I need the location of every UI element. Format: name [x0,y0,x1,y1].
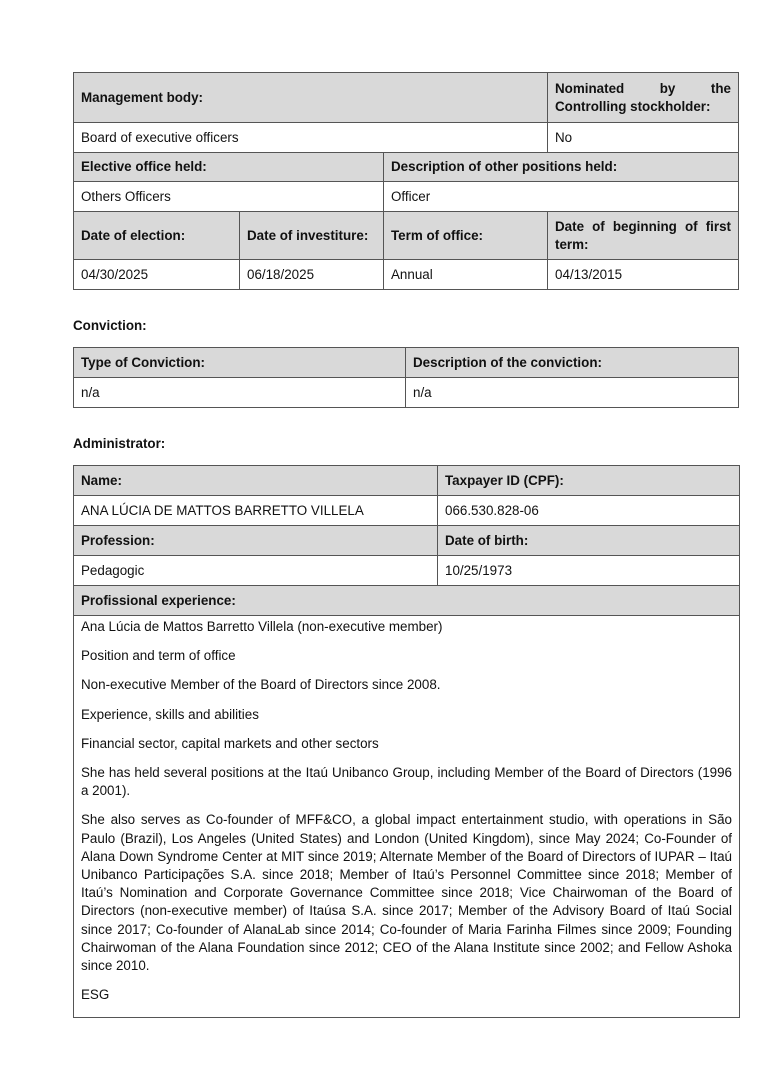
other-positions-value: Officer [384,182,739,212]
experience-paragraph: She has held several positions at the Itaú Unibanco Group, including Member of the Board of Directors (1996 a 2001). [81,765,732,799]
birth-value: 10/25/1973 [438,556,740,586]
administrator-title: Administrator: [73,436,166,451]
experience-paragraph: Position and term of office [81,648,236,664]
date-of-election-value: 04/30/2025 [74,260,240,290]
experience-paragraph: She also serves as Co-founder of MFF&CO, a global impact entertainment studio, with operations in São Paulo (Brazil), Los Angeles (United States) and London (United Kingdom), since May 2024; Co-Founder of Alana Down Syndrome Center at MIT since 2019; Alternate Member of the Board of Directors of IUPAR – Itaú Unibanco Participações S.A. since 2018; Member of Itaú’s Personnel Committee since 2018; Member of Itaú’s Nomination and Corporate Governance Committee since 2018; Vice Chairwoman of the Board of Directors (non-executive member) of Itaúsa S.A. since 2017; Member of the Advisory Board of Itaú Social since 2017; Co-founder of AlanaLab since 2014; Co-founder of Maria Farinha Filmes since 2009; Founding Chairwoman of the Alana Foundation since 2012; CEO of the Alana Institute since 2002; and Fellow Ashoka since 2010. [81,812,732,974]
conviction-description-label: Description of the conviction: [406,348,739,378]
nominated-value: No [548,123,739,153]
experience-paragraph: Financial sector, capital markets and other sectors [81,735,379,751]
experience-paragraph: Ana Lúcia de Mattos Barretto Villela (non-executive member) [81,619,443,634]
management-table [73,72,739,290]
name-label: Name: [74,466,438,496]
name-value: ANA LÚCIA DE MATTOS BARRETTO VILLELA [74,496,438,526]
elective-office-label: Elective office held: [74,153,384,182]
conviction-type-value: n/a [74,378,406,408]
experience-paragraph: Non-executive Member of the Board of Directors since 2008. [81,677,441,693]
conviction-type-label: Type of Conviction: [74,348,406,378]
first-term-value: 04/13/2015 [548,260,739,290]
birth-label: Date of birth: [438,526,740,556]
management-body-value: Board of executive officers [74,123,548,153]
term-of-office-label: Term of office: [384,212,548,260]
conviction-description-value: n/a [406,378,739,408]
profession-value: Pedagogic [74,556,438,586]
experience-label: Profissional experience: [74,586,740,616]
taxpayer-value: 066.530.828-06 [438,496,740,526]
profession-label: Profession: [74,526,438,556]
management-body-label: Management body: [74,73,548,123]
date-of-investiture-label: Date of investiture: [240,212,384,260]
experience-body [74,616,740,1018]
term-of-office-value: Annual [384,260,548,290]
experience-paragraph: ESG [81,987,110,1003]
experience-paragraph: Experience, skills and abilities [81,706,259,722]
conviction-table [73,347,739,408]
date-of-investiture-value: 06/18/2025 [240,260,384,290]
elective-office-value: Others Officers [74,182,384,212]
nominated-label: Nominated by the Controlling stockholder: [548,73,739,123]
first-term-label: Date of beginning of first term: [548,212,739,260]
conviction-title: Conviction: [73,318,147,333]
date-of-election-label: Date of election: [74,212,240,260]
administrator-table [73,465,740,1018]
other-positions-label: Description of other positions held: [384,153,739,182]
taxpayer-label: Taxpayer ID (CPF): [438,466,740,496]
